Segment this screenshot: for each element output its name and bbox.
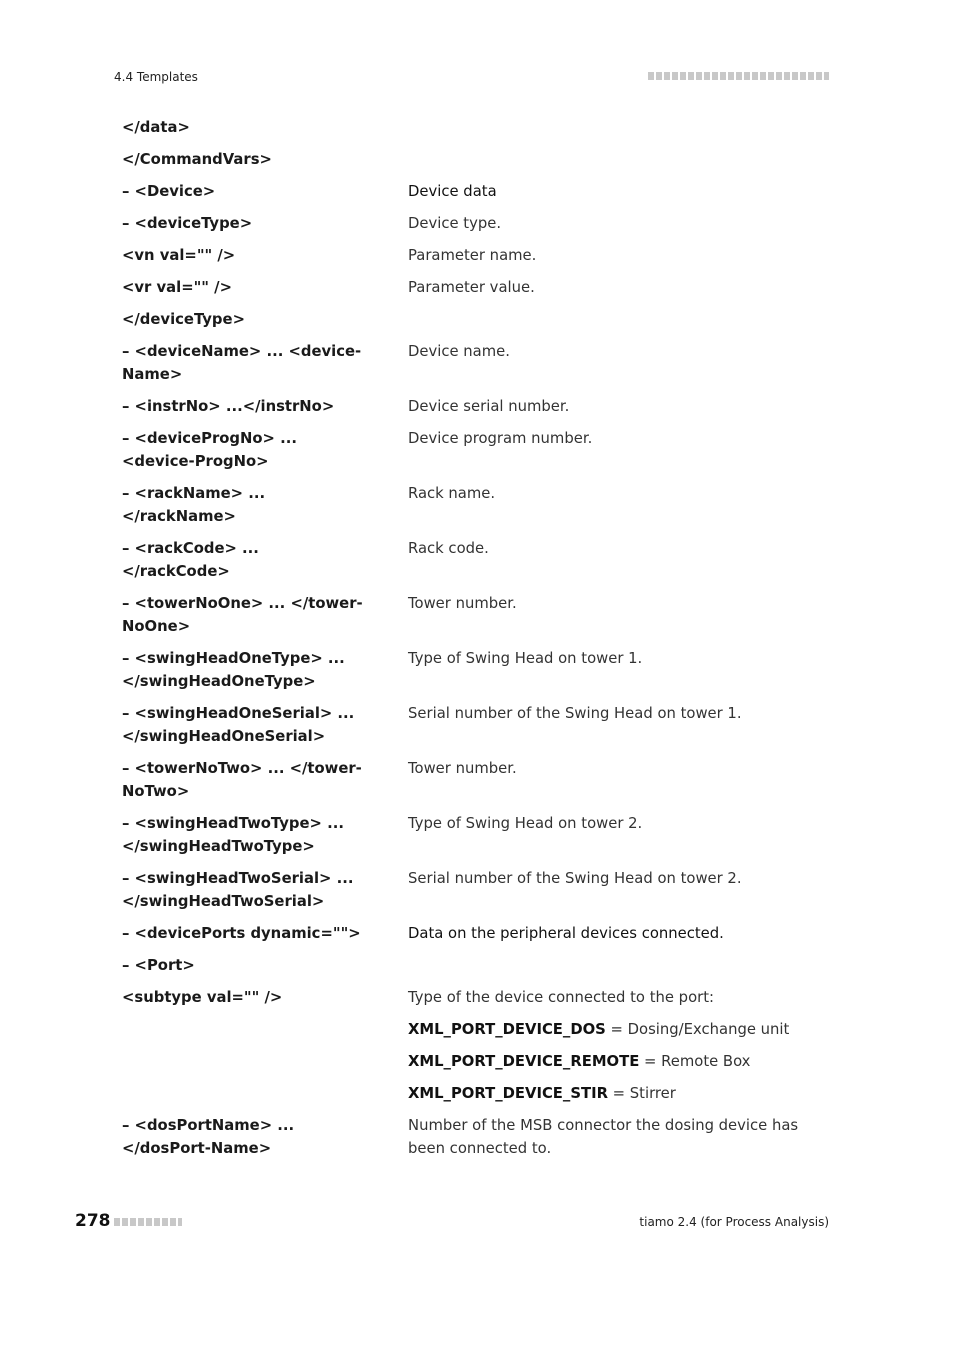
row-tag: – <towerNoTwo> ... </tower-NoTwo> [122,760,362,800]
table-row [122,757,832,803]
page-number: 278 [75,1211,111,1231]
row-tag: <vr val="" /> [122,279,232,296]
row-tag: </CommandVars> [122,151,272,168]
row-description [384,986,832,1105]
subtype-option [408,1082,832,1105]
row-description [384,308,832,331]
row-description: Rack code. [408,540,489,557]
row-tag: – <Port> [122,957,195,974]
table-row [122,212,832,235]
row-description [384,954,832,977]
table-row [122,922,832,945]
table-row [122,647,832,693]
row-tag: – <deviceProgNo> ... <device-ProgNo> [122,430,297,470]
table-row [122,702,832,748]
row-tag: – <Device> [122,183,216,200]
row-description: Parameter name. [408,247,537,264]
table-row [122,244,832,267]
row-tag: – <dosPortName> ... </dosPort-Name> [122,1117,295,1157]
option-text: = Dosing/Exchange unit [605,1021,790,1038]
row-description: Tower number. [408,595,517,612]
row-description [384,116,832,139]
row-description: Number of the MSB connector the dosing device has been connected to. [408,1117,799,1157]
option-key: XML_PORT_DEVICE_STIR [408,1085,608,1102]
subtype-intro: Type of the device connected to the port: [408,989,714,1006]
row-description: Device name. [408,343,510,360]
row-description: Type of Swing Head on tower 1. [408,650,643,667]
option-key: XML_PORT_DEVICE_REMOTE [408,1053,640,1070]
table-row-subtype [122,986,832,1105]
row-tag: </deviceType> [122,311,245,328]
option-text: = Remote Box [639,1053,751,1070]
table-row [122,482,832,528]
row-description: Data on the peripheral devices connected. [408,925,724,942]
row-description: Parameter value. [408,279,535,296]
option-key: XML_PORT_DEVICE_DOS [408,1021,606,1038]
subtype-option [408,1018,832,1041]
subtype-option [408,1050,832,1073]
table-row-dosportname [122,1114,832,1160]
row-description: Device serial number. [408,398,570,415]
row-tag: – <towerNoOne> ... </tower-NoOne> [122,595,363,635]
table-row [122,148,832,171]
table-row [122,537,832,583]
table-row [122,340,832,386]
row-description: Serial number of the Swing Head on tower 1. [408,705,742,722]
row-description: Device data [408,183,497,200]
row-tag: – <rackCode> ... </rackCode> [122,540,259,580]
table-row [122,812,832,858]
row-description: Tower number. [408,760,517,777]
footer-product-name: tiamo 2.4 (for Process Analysis) [639,1215,829,1229]
row-tag: – <instrNo> ...</instrNo> [122,398,335,415]
row-tag: – <deviceType> [122,215,253,232]
row-description: Device program number. [408,430,593,447]
row-tag: – <swingHeadOneType> ... </swingHeadOneType> [122,650,345,690]
row-tag: – <swingHeadTwoType> ... </swingHeadTwoType> [122,815,344,855]
footer-decorative-dots [114,1218,182,1226]
row-tag: </data> [122,119,190,136]
row-description: Rack name. [408,485,496,502]
running-header-section: 4.4 Templates [114,70,198,84]
table-row [122,276,832,299]
table-row [122,116,832,139]
table-row [122,308,832,331]
row-description: Device type. [408,215,502,232]
row-description: Type of Swing Head on tower 2. [408,815,643,832]
header-decorative-dots [648,72,829,80]
table-row [122,180,832,203]
table-rows [122,116,832,977]
table-row [122,427,832,473]
row-tag: – <swingHeadTwoSerial> ... </swingHeadTwoSerial> [122,870,354,910]
row-tag: <subtype val="" /> [122,989,283,1006]
row-tag: – <devicePorts dynamic=""> [122,925,361,942]
row-tag: – <rackName> ... </rackName> [122,485,266,525]
tag-description-table [122,116,832,1169]
row-tag: – <deviceName> ... <device-Name> [122,343,362,383]
option-text: = Stirrer [607,1085,676,1102]
row-tag: – <swingHeadOneSerial> ... </swingHeadOneSerial> [122,705,355,745]
row-description: Serial number of the Swing Head on tower 2. [408,870,742,887]
row-tag: <vn val="" /> [122,247,236,264]
table-row [122,867,832,913]
table-row [122,954,832,977]
table-row [122,592,832,638]
table-row [122,395,832,418]
row-description [384,148,832,171]
